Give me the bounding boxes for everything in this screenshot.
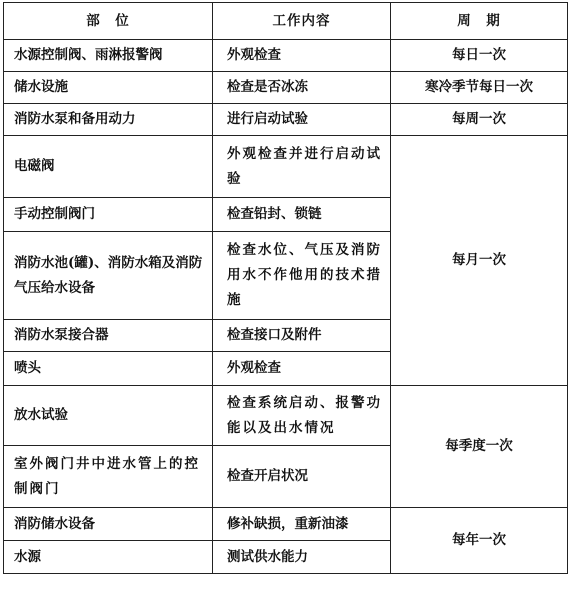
cell-part: 水源 [4, 541, 213, 574]
cell-work: 检查接口及附件 [213, 320, 391, 352]
header-work: 工作内容 [213, 3, 391, 40]
maintenance-schedule-table [3, 2, 568, 574]
cell-part: 消防水池(罐)、消防水箱及消防气压给水设备 [4, 232, 213, 320]
cell-period-monthly: 每月一次 [391, 136, 568, 386]
cell-work: 进行启动试验 [213, 104, 391, 136]
cell-period-quarterly: 每季度一次 [391, 386, 568, 508]
cell-work: 外观检查 [213, 352, 391, 386]
cell-part: 储水设施 [4, 72, 213, 104]
cell-period: 每日一次 [391, 40, 568, 72]
cell-part: 喷头 [4, 352, 213, 386]
table-header-row [4, 3, 568, 40]
header-period: 周 期 [391, 3, 568, 40]
cell-work: 外观检查并进行启动试验 [213, 136, 391, 198]
table-row [4, 386, 568, 446]
cell-part: 消防水泵和备用动力 [4, 104, 213, 136]
cell-work: 测试供水能力 [213, 541, 391, 574]
cell-part: 消防水泵接合器 [4, 320, 213, 352]
table-row [4, 104, 568, 136]
cell-work: 检查系统启动、报警功能以及出水情况 [213, 386, 391, 446]
cell-part: 电磁阀 [4, 136, 213, 198]
cell-period-yearly: 每年一次 [391, 508, 568, 574]
cell-part: 室外阀门井中进水管上的控制阀门 [4, 446, 213, 508]
cell-part: 放水试验 [4, 386, 213, 446]
table-row [4, 72, 568, 104]
cell-part: 消防储水设备 [4, 508, 213, 541]
cell-part: 手动控制阀门 [4, 198, 213, 232]
cell-period: 寒冷季节每日一次 [391, 72, 568, 104]
table-row [4, 136, 568, 198]
cell-work: 修补缺损，重新油漆 [213, 508, 391, 541]
cell-work: 检查水位、气压及消防用水不作他用的技术措施 [213, 232, 391, 320]
cell-part: 水源控制阀、雨淋报警阀 [4, 40, 213, 72]
cell-work: 外观检查 [213, 40, 391, 72]
table-row [4, 40, 568, 72]
cell-work: 检查是否冰冻 [213, 72, 391, 104]
table-row [4, 508, 568, 541]
header-part: 部 位 [4, 3, 213, 40]
cell-work: 检查铅封、锁链 [213, 198, 391, 232]
cell-period: 每周一次 [391, 104, 568, 136]
cell-work: 检查开启状况 [213, 446, 391, 508]
